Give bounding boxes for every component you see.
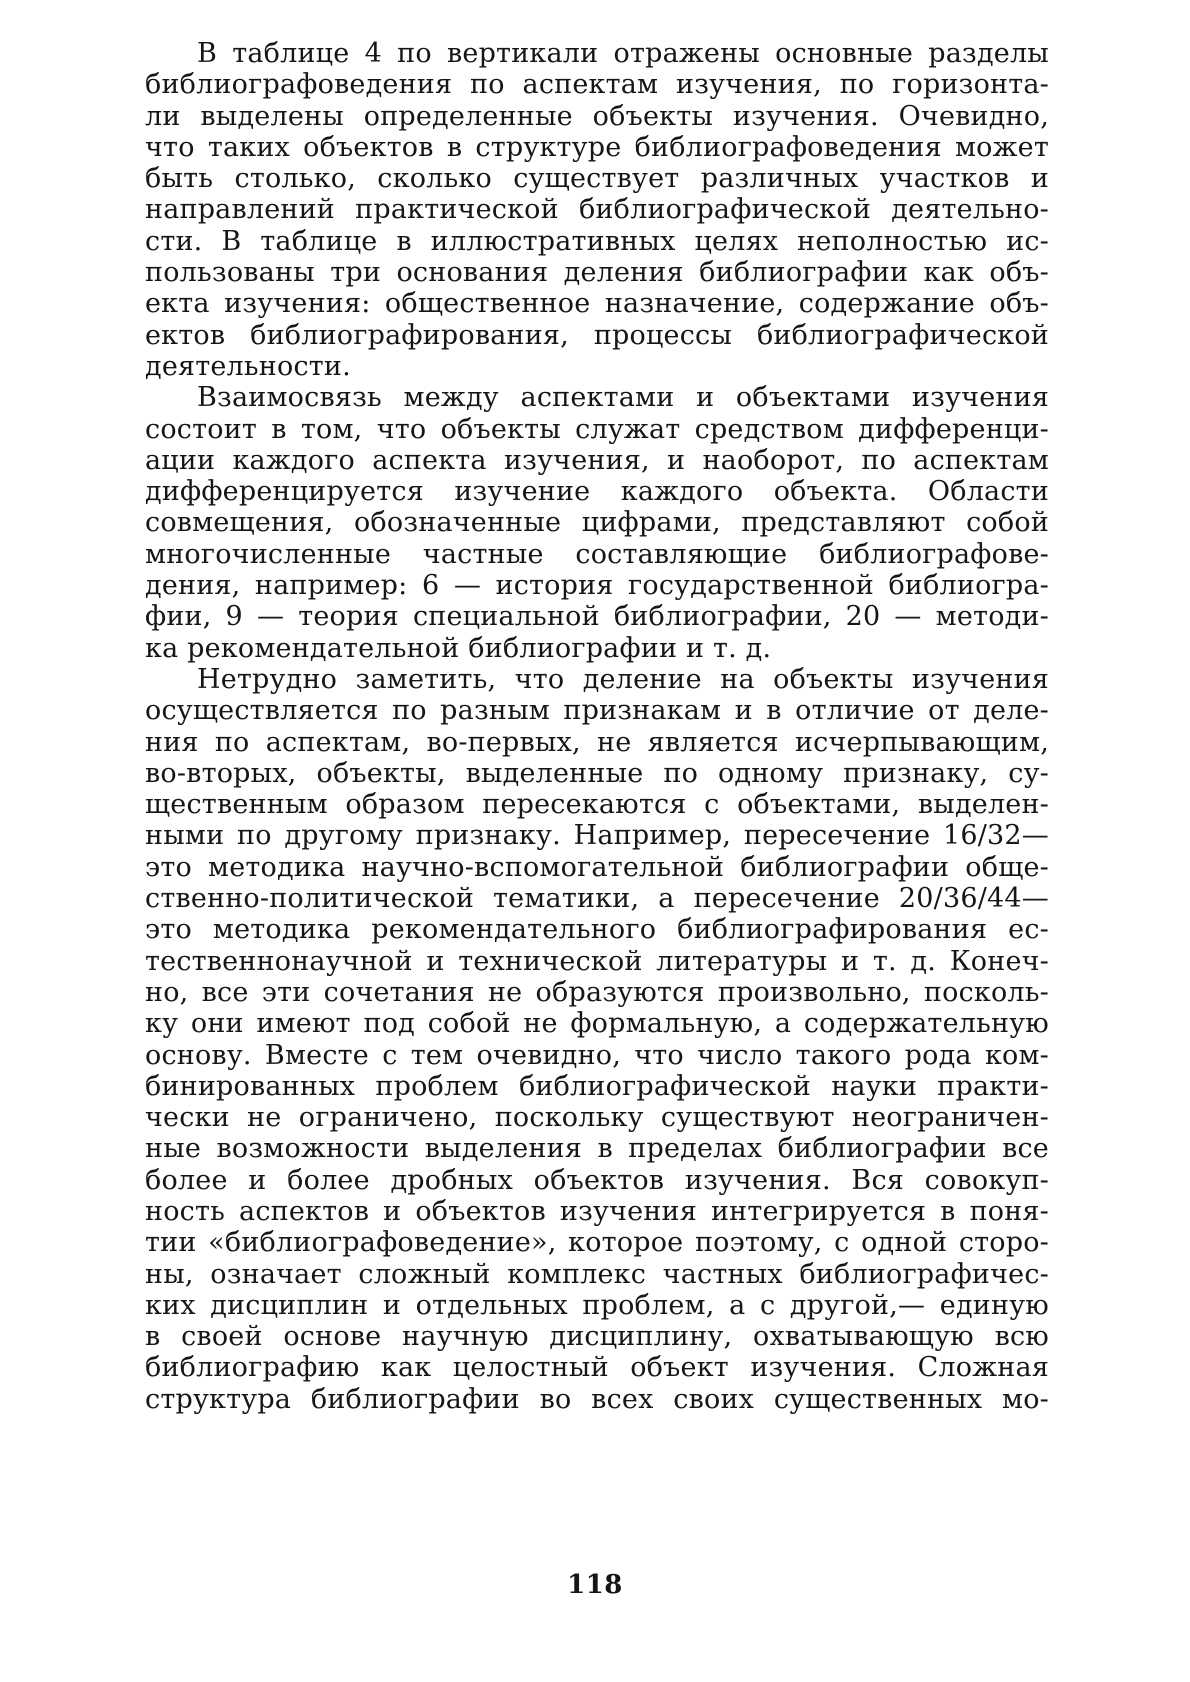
text-line: во-вторых, объекты, выделенные по одному признаку, су-: [145, 757, 1049, 789]
paragraph: [145, 664, 1049, 1415]
text-line: дения, например: 6 — история государственной библиогра-: [145, 570, 1049, 602]
text-line: щественным образом пересекаются с объектами, выделен-: [145, 789, 1049, 821]
text-line: Нетрудно заметить, что деление на объекты изучения: [197, 663, 1049, 695]
text-line: деятельности.: [145, 350, 351, 382]
text-line: ность аспектов и объектов изучения интегрируется в поня-: [145, 1195, 1049, 1227]
text-line: чески не ограничено, поскольку существуют неограничен-: [145, 1102, 1049, 1134]
text-line: ации каждого аспекта изучения, и наоборот, по аспектам: [145, 444, 1049, 476]
text-line: сти. В таблице в иллюстративных целях неполностью ис-: [145, 225, 1049, 257]
text-line: фии, 9 — теория специальной библиографии, 20 — методи-: [145, 601, 1049, 633]
text-line: ка рекомендательной библиографии и т. д.: [145, 632, 772, 664]
text-line: екта изучения: общественное назначение, содержание объ-: [145, 288, 1049, 320]
paragraph: [145, 382, 1049, 664]
paragraph: [145, 38, 1049, 382]
text-line: тественнонаучной и технической литературы и т. д. Конеч-: [145, 945, 1049, 977]
text-line: ку они имеют под собой не формальную, а содержательную: [145, 1008, 1049, 1040]
page-number: 118: [567, 1570, 623, 1600]
text-line: состоит в том, что объекты служат средством дифференци-: [145, 413, 1049, 445]
text-line: ли выделены определенные объекты изучения. Очевидно,: [145, 100, 1049, 132]
text-line: ния по аспектам, во-первых, не является исчерпывающим,: [145, 726, 1049, 758]
text-line: осуществляется по разным признакам и в отличие от деле-: [145, 695, 1049, 727]
text-line: направлений практической библиографической деятельно-: [145, 194, 1049, 226]
text-line: ких дисциплин и отдельных проблем, а с другой,— единую: [145, 1289, 1049, 1321]
text-line: более и более дробных объектов изучения. Вся совокуп-: [145, 1164, 1049, 1196]
text-line: бинированных проблем библиографической науки практи-: [145, 1070, 1049, 1102]
text-line: пользованы три основания деления библиографии как объ-: [145, 257, 1049, 289]
text-line: совмещения, обозначенные цифрами, представляют собой: [145, 507, 1049, 539]
text-line: это методика рекомендательного библиографирования ес-: [145, 914, 1049, 946]
text-line: тии «библиографоведение», которое поэтому, с одной сторо-: [145, 1227, 1049, 1259]
text-line: В таблице 4 по вертикали отражены основные разделы: [197, 38, 1049, 69]
text-line: ные возможности выделения в пределах библиографии все: [145, 1133, 1049, 1165]
text-line: это методика научно-вспомогательной библиографии обще-: [145, 851, 1049, 883]
text-line: многочисленные частные составляющие библиографове-: [145, 538, 1049, 570]
text-line: библиографоведения по аспектам изучения, по горизонта-: [145, 69, 1049, 101]
text-line: дифференцируется изучение каждого объекта. Области: [145, 476, 1049, 508]
text-line: но, все эти сочетания не образуются произвольно, посколь-: [145, 976, 1049, 1008]
text-line: структура библиографии во всех своих существенных мо-: [145, 1383, 1049, 1415]
text-line: основу. Вместе с тем очевидно, что число такого рода ком-: [145, 1039, 1049, 1071]
page-body: [145, 38, 1049, 1415]
text-line: ектов библиографирования, процессы библиографической: [145, 319, 1049, 351]
text-line: в своей основе научную дисциплину, охватывающую всю: [145, 1321, 1049, 1353]
text-line: ными по другому признаку. Например, пересечение 16/32—: [145, 820, 1049, 852]
text-line: ственно-политической тематики, а пересечение 20/36/44—: [145, 883, 1049, 915]
text-line: библиографию как целостный объект изучения. Сложная: [145, 1352, 1049, 1384]
text-line: что таких объектов в структуре библиографоведения может: [145, 131, 1049, 163]
text-line: быть столько, сколько существует различных участков и: [145, 163, 1049, 195]
text-line: Взаимосвязь между аспектами и объектами изучения: [197, 382, 1049, 414]
text-line: ны, означает сложный комплекс частных библиографичес-: [145, 1258, 1049, 1290]
